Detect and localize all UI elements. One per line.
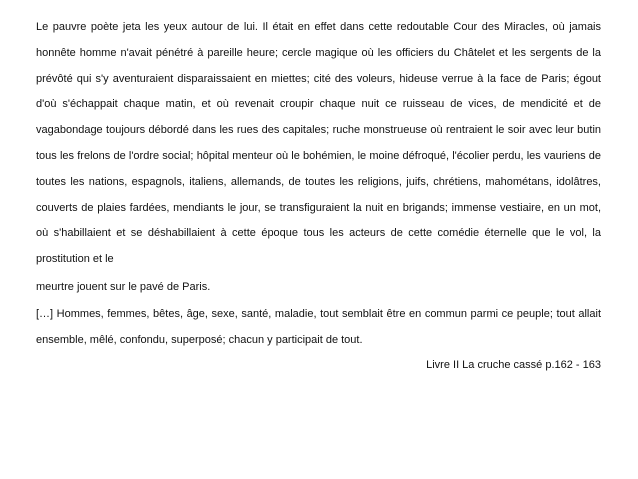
citation: Livre II La cruche cassé p.162 - 163 [426,358,601,371]
paragraph-quote: […] Hommes, femmes, bêtes, âge, sexe, santé, maladie, tout semblait être en commun parmi ce peuple; tout allait ensemble, mêlé, confondu, superposé; chacun y participait de tout. [36,307,601,346]
text-block [36,15,601,372]
paragraph-continuation: meurtre jouent sur le pavé de Paris. [36,280,211,293]
paragraph-main: Le pauvre poète jeta les yeux autour de lui. Il était en effet dans cette redoutable Cour des Miracles, où jamais honnête homme n'avait pénétré à pareille heure; cercle magique où les officiers du Châtelet et les sergents de la prévôté qui s'y aventuraient disparaissaient en miettes; cité des voleurs, hideuse verrue à la face de Paris; égout d'où s'échappait chaque matin, et où revenait croupir chaque nuit ce ruisseau de vices, de mendicité et de vagabondage toujours débordé dans les rues des capitales; ruche monstrueuse où rentraient le soir avec leur butin tous les frelons de l'ordre social; hôpital menteur où le bohémien, le moine défroqué, l'écolier perdu, les vauriens de toutes les nations, espagnols, italiens, allemands, de toutes les religions, juifs, chrétiens, mahométans, idolâtres, couverts de plaies fardées, mendiants le jour, se transfiguraient la nuit en brigands; immense vestiaire, en un mot, où s'habillaient et se déshabillaient à cette époque tous les acteurs de cette comédie éternelle que le vol, la prostitution et le [36,21,601,266]
